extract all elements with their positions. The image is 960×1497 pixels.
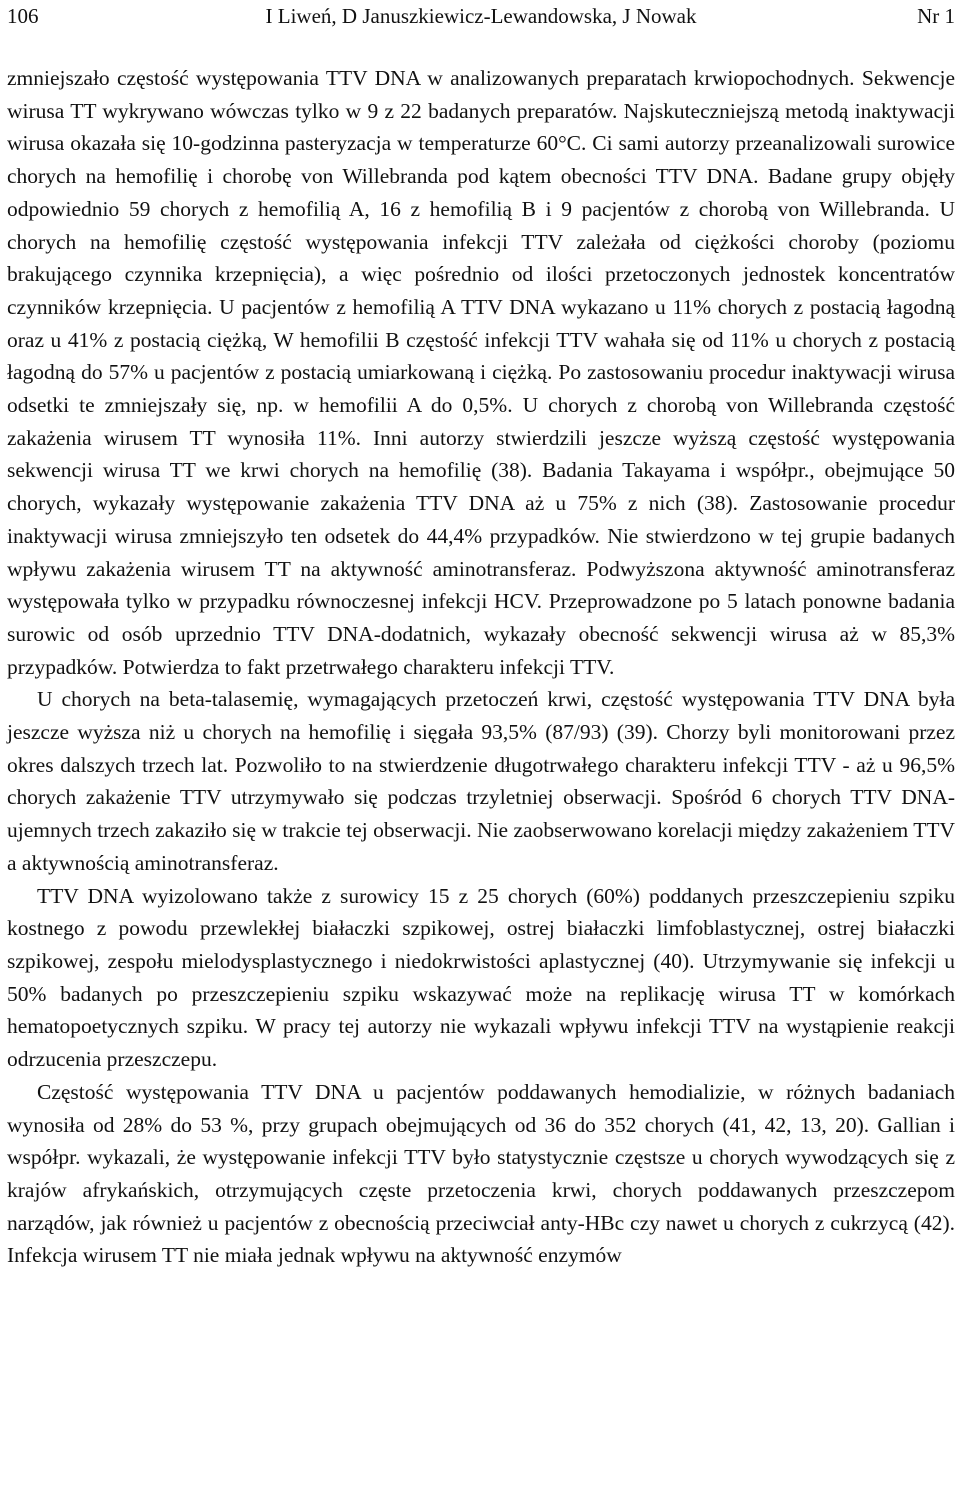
body-text [7, 62, 955, 1272]
paragraph-hemodialysis: Częstość występowania TTV DNA u pacjentów poddawanych hemodializie, w różnych badaniach wynosiła od 28% do 53 %, przy grupach obejmujących od 36 do 352 chorych (41, 42, 13, 20). Gallian i współpr. wykazali, że występowanie infekcji TTV było statystycznie częstsze u chorych wywodzących się z krajów afrykańskich, otrzymujących częste przetoczenia krwi, chorych poddawanych przeszczepom narządów, jak również u pacjentów z obecnością przeciwciał anty-HBc czy nawet u chorych z cukrzycą (42). Infekcja wirusem TT nie miała jednak wpływu na aktywność enzymów [7, 1079, 955, 1268]
issue-number: Nr 1 [917, 4, 955, 28]
page-number: 106 [7, 4, 39, 28]
paragraph-bone-marrow: TTV DNA wyizolowano także z surowicy 15 z 25 chorych (60%) poddanych przeszczepieniu szpiku kostnego z powodu przewlekłej białaczki szpikowej, ostrej białaczki limfoblastycznej, ostrej białaczki szpikowej, zespołu mielodysplastycznego i niedokrwistości aplastycznej (40). Utrzymywanie się infekcji u 50% badanych po przeszczepieniu szpiku wskazywać może na replikację wirusa TT w komórkach hematopoetycznych szpiku. W pracy tej autorzy nie wykazali wpływu infekcji TTV na wystąpienie reakcji odrzucenia przeszczepu. [7, 883, 955, 1072]
running-header [7, 0, 955, 42]
header-authors: I Liweń, D Januszkiewicz-Lewandowska, J Nowak [265, 4, 697, 28]
paragraph-beta-thalassemia: U chorych na beta-talasemię, wymagających przetoczeń krwi, częstość występowania TTV DNA była jeszcze wyższa niż u chorych na hemofilię i sięgała 93,5% (87/93) (39). Chorzy byli monitorowani przez okres dalszych trzech lat. Pozwoliło to na stwierdzenie długotrwałego charakteru infekcji TTV - aż u 96,5% chorych zakażenie TTV utrzymywało się podczas trzyletniej obserwacji. Spośród 6 chorych TTV DNA-ujemnych trzech zakaziło się w trakcie tej obserwacji. Nie zaobserwowano korelacji między zakażeniem TTV a aktywnością aminotransferaz. [7, 687, 955, 875]
paragraph-continued: zmniejszało częstość występowania TTV DNA w analizowanych preparatach krwiopochodnych. Sekwencje wirusa TT wykrywano wówczas tylko w 9 z 22 badanych preparatów. Najskuteczniejszą metodą inaktywacji wirusa okazała się 10-godzinna pasteryzacja w temperaturze 60°C. Ci sami autorzy przeanalizowali surowice chorych na hemofilię i chorobę von Willebranda pod kątem obecności TTV DNA. Badane grupy objęły odpowiednio 59 chorych z hemofilią A, 16 z hemofilią B i 9 pacjentów z chorobą von Willebranda. U chorych na hemofilię częstość występowania infekcji TTV zależała od ciężkości choroby (poziomu brakującego czynnika krzepnięcia), a więc pośrednio od ilości przetoczonych jednostek koncentratów czynników krzepnięcia. U pacjentów z hemofilią A TTV DNA wykazano u 11% chorych z postacią łagodną oraz u 41% z postacią ciężką, W hemofilii B częstość infekcji TTV wahała się od 11% u chorych z postacią łagodną do 57% u pacjentów z postacią umiarkowaną i ciężką. Po zastosowaniu procedur inaktywacji wirusa odsetki te zmniejszały się, np. w hemofilii A do 0,5%. U chorych z chorobą von Willebranda częstość zakażenia wirusem TT wynosiła 11%. Inni autorzy stwierdzili jeszcze wyższą częstość występowania sekwencji wirusa TT we krwi chorych na hemofilię (38). Badania Takayama i współpr., obejmujące 50 chorych, wykazały występowanie zakażenia TTV DNA aż u 75% z nich (38). Zastosowanie procedur inaktywacji wirusa zmniejszyło ten odsetek do 44,4% przypadków. Nie stwierdzono w tej grupie badanych wpływu zakażenia wirusem TT na aktywność aminotransferaz. Podwyższona aktywność aminotransferaz występowała tylko w przypadku równoczesnej infekcji HCV. Przeprowadzone po 5 latach ponowne badania surowic od osób uprzednio TTV DNA-dodatnich, wykazały obecność sekwencji wirusa aż w 85,3% przypadków. Potwierdza to fakt przetrwałego charakteru infekcji TTV. [7, 66, 955, 679]
